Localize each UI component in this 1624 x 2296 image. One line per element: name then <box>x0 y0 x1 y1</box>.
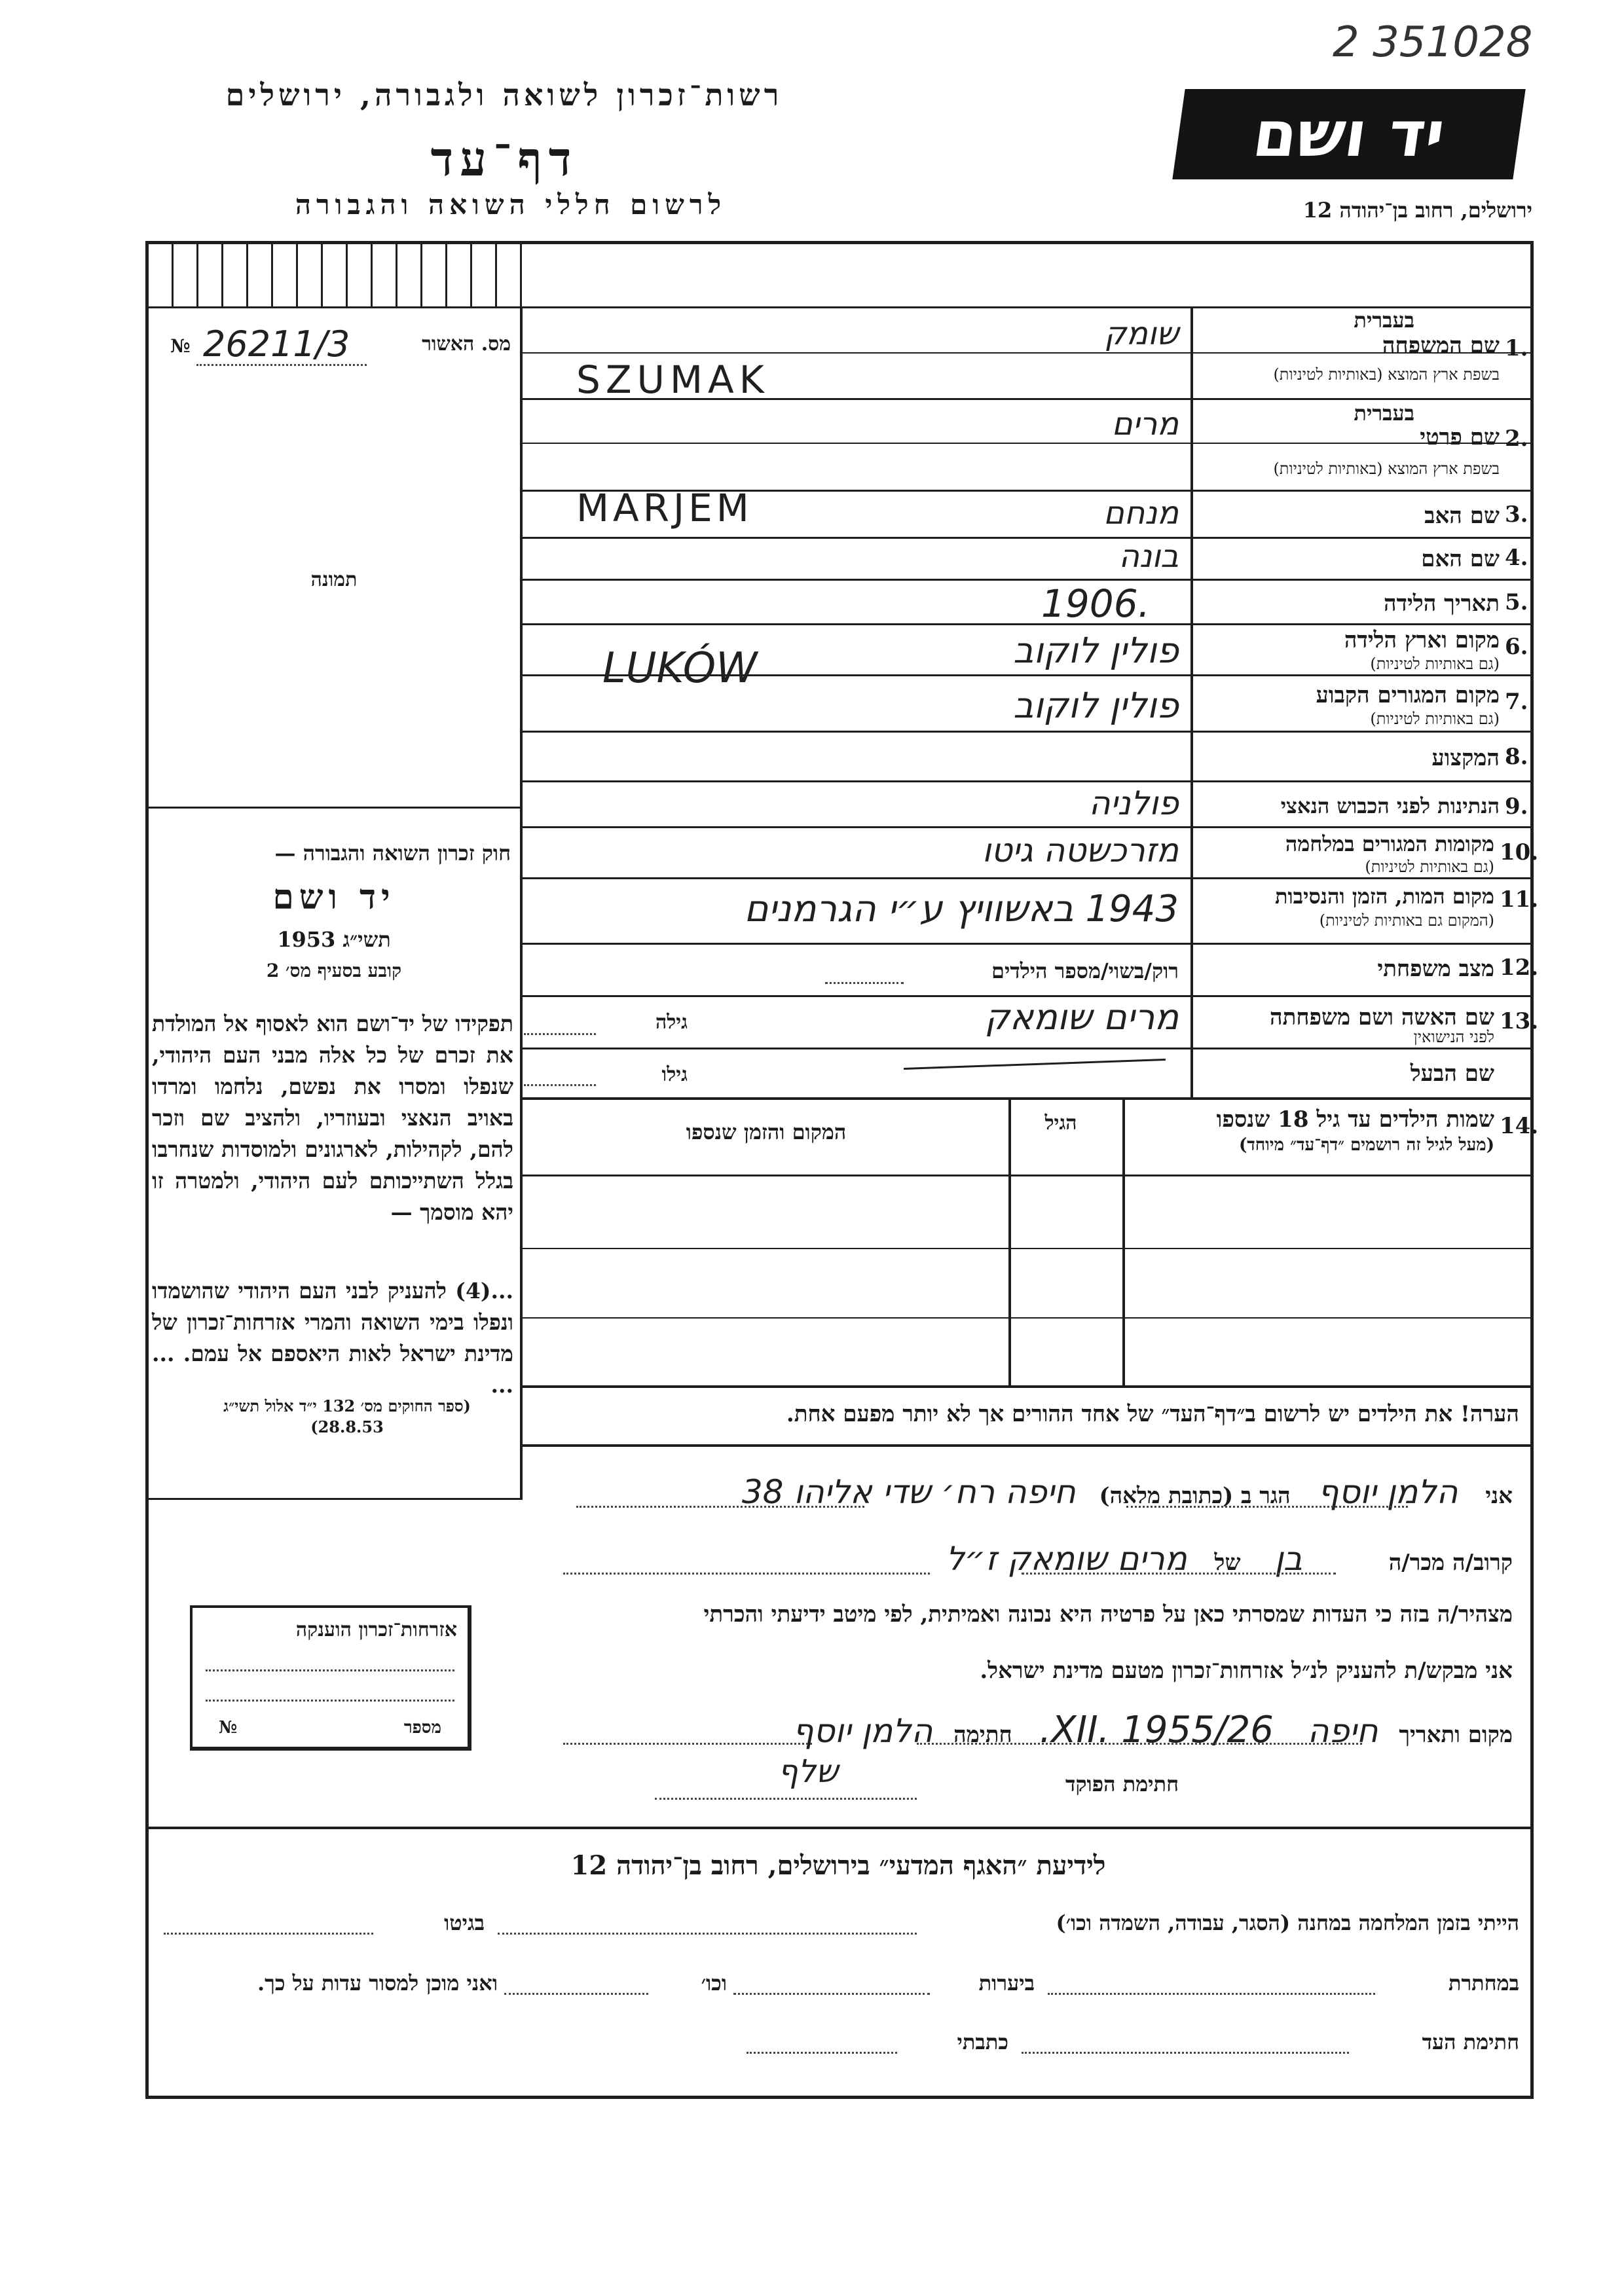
field-11-value: 1943 באשוויץ ע״י הגרמנים <box>744 888 1179 930</box>
logo-text: יד ושם <box>1248 98 1450 171</box>
field-11-sub: (המקום גם באותיות לטיניות) <box>1319 911 1494 930</box>
field-5-value: 1906. <box>1041 581 1151 626</box>
field-7-sub: (גם באותיות לטיניות) <box>1370 710 1500 728</box>
field-6-sub: (גם באותיות לטיניות) <box>1370 655 1500 673</box>
info-line-2c: וכו׳ <box>701 1971 727 1995</box>
field-2-sub: בשפת ארץ המוצא (באותיות לטיניות) <box>1273 460 1500 478</box>
decl-date: 26/XII. 1955. <box>1039 1709 1274 1751</box>
header-address: ירושלים, רחוב בן־יהודה 12 <box>1302 198 1532 223</box>
field-6-label: מקום וארץ הלידה <box>1344 627 1500 653</box>
field-9-number: 9. <box>1505 793 1528 820</box>
info-line-3a: חתימת העד <box>1422 2030 1519 2054</box>
info-line-1a: הייתי בזמן המלחמה במחנה (הסגר, עבודה, השמדה וכו׳) <box>1056 1910 1519 1935</box>
field-2-label: שם פרטי <box>1420 424 1500 450</box>
field-7-value: פולין לוקוב <box>1013 685 1179 726</box>
form-subtitle: לרשום חללי השואה והגבורה <box>295 189 727 221</box>
field-2-number: 2. <box>1505 426 1528 452</box>
decl-place: חיפה <box>1307 1712 1378 1750</box>
law-body-2: ...(4) להעניק לבני העם היהודי שהושמדו ונפלו בימי השואה והמרי אזרחות־זכרון של מדינת ישראל לאות היאספם אל עמם. ... ... <box>152 1278 513 1398</box>
citizenship-no-label: № <box>219 1718 238 1738</box>
children-col-place: המקום והזמן שנספו <box>686 1120 847 1144</box>
decl-relation: בן <box>1274 1540 1302 1578</box>
law-body: תפקידו של יד־ושם הוא לאסוף אל המולדת את זכרם של כל אלה מבני העם היהודי, שנפלו ומסרו את נפשם, נלחמו ומרדו באויב הנאצי ובעוזריו, ולהציב שם וזכר להם, לקהילות, לארגונים ולמוסדות שנחרבו בגלל השתייכותם לעם היהודי, ולמטרה זו יהא מוסמך — <box>152 1011 513 1225</box>
field-3-number: 3. <box>1505 501 1528 528</box>
signature-label: חתימה <box>953 1722 1012 1748</box>
field-10-sub: (גם באותיות לטיניות) <box>1365 858 1494 876</box>
law-year: תשי״ג 1953 <box>277 927 391 952</box>
yad-vashem-logo <box>1172 89 1525 179</box>
field-2-lang: בעברית <box>1354 401 1414 426</box>
approval-label: מס. האשור <box>422 333 511 355</box>
law-clause: קובע בסעיף מס׳ 2 <box>266 960 402 981</box>
field-3-value: מנחם <box>1103 495 1179 532</box>
field-13-label: שם האשה ושם משפחתה <box>1270 1004 1494 1030</box>
children-sub: (מעל לגיל זה רושמים ״דף־עד״ מיוחד) <box>1238 1135 1494 1155</box>
official-signature-label: חתימת הפוקד <box>1065 1772 1179 1796</box>
field-7-label: מקום המגורים הקבוע <box>1316 682 1500 708</box>
field-10-number: 10. <box>1500 839 1539 866</box>
declarant-address: חיפה רח׳ שדי אליהו 38 <box>741 1473 1076 1511</box>
decl-address-label: הגר ב (כתובת מלאה) <box>1099 1483 1291 1509</box>
field-1-lang: בעברית <box>1354 308 1414 333</box>
decl-relation-label: קרוב/ה מכר/ה <box>1388 1550 1513 1576</box>
field-9-label: הנתינות לפני הכבוש הנאצי <box>1280 793 1500 818</box>
declaration-line-5 <box>511 1709 1513 1751</box>
declarant-name: הלמן יוסף <box>1318 1473 1458 1511</box>
law-citation: (ספר החוקים מס׳ 132 י״ד אלול תשי״ג 28.8.53) <box>223 1396 471 1436</box>
field-1-sub: בשפת ארץ המוצא (באותיות לטיניות) <box>1273 365 1500 384</box>
declaration-line-4: אני מבקש/ת להעניק לנ״ל אזרחות־זכרון מטעם מדינת ישראל. <box>980 1658 1513 1684</box>
form-title: דף־עד <box>430 131 578 187</box>
children-label: שמות הילדים עד גיל 18 שנספו <box>1216 1106 1494 1133</box>
field-13-sub: לפני הנישואין <box>1413 1028 1494 1046</box>
info-line-3b: כתבתי <box>957 2030 1008 2054</box>
field-8-number: 8. <box>1505 744 1528 770</box>
children-col-age: הגיל <box>1044 1112 1077 1135</box>
children-number: 14. <box>1500 1113 1539 1139</box>
decl-signature: הלמן יוסף <box>792 1712 933 1750</box>
note: הערה! את הילדים יש לרשום ב״דף־העד״ של אחד ההורים אך לא יותר מפעם אחת. <box>786 1401 1519 1427</box>
law-name: יד ושם <box>272 877 396 917</box>
field-4-number: 4. <box>1505 545 1528 571</box>
info-line-2d: ואני מוכן למסור עדות על כך. <box>257 1971 498 1995</box>
declaration-line-3: מצהיר/ה בזה כי העדות שמסרתי כאן על פרטיה היא נכונה ואמיתית, לפי מיטב ידיעתי והכרתי <box>703 1601 1513 1628</box>
field-10-value: מזרכשטה גיטו <box>982 831 1179 869</box>
approval-number-row <box>170 323 511 365</box>
status-options: רוק/בשוי/מספר הילדים <box>991 958 1179 983</box>
field-11-label: מקום המות, הזמן והנסיבות <box>1274 884 1494 909</box>
info-title: לידיעת ״האגף המדעי״ בירושלים, רחוב בן־יהודה 12 <box>570 1850 1106 1881</box>
place-date-label: מקום ותאריך <box>1399 1722 1513 1748</box>
field-6-number: 6. <box>1505 634 1528 660</box>
field-13-value: מרים שומאק <box>984 996 1179 1038</box>
info-line-1b: בגיטו <box>444 1910 485 1935</box>
field-1-number: 1. <box>1505 335 1528 361</box>
field-13-number: 13. <box>1500 1008 1539 1034</box>
field-1-hebrew-value: שומק <box>1104 316 1179 352</box>
info-line-2b: ביערות <box>978 1971 1035 1995</box>
citizenship-number-label: מספר <box>403 1718 441 1738</box>
field-1-latin-value: SZUMAK <box>576 357 769 402</box>
citizenship-box-title: אזרחות־זכרון הוענקה <box>295 1618 457 1641</box>
field-2-latin-value: MARJEM <box>576 486 753 530</box>
citizenship-box <box>190 1605 471 1751</box>
field-10-label: מקומות המגורים במלחמה <box>1285 831 1494 856</box>
field-7-number: 7. <box>1505 689 1528 715</box>
field-12-label: מצב משפחתי <box>1377 956 1494 982</box>
field-5-number: 5. <box>1505 589 1528 615</box>
decl-relative-of: מרים שומאק ז״ל <box>946 1540 1187 1578</box>
field-4-value: בונה <box>1118 538 1179 575</box>
field-5-label: תאריך הלידה <box>1383 591 1500 617</box>
field-6-value: פולין לוקוב <box>1013 630 1179 671</box>
wife-age-label: גילה <box>655 1011 688 1034</box>
field-4-label: שם האם <box>1421 546 1500 572</box>
field-3-label: שם האב <box>1424 503 1500 529</box>
field-1-label: שם המשפחה <box>1382 333 1500 359</box>
decl-prefix: אני <box>1485 1483 1513 1509</box>
decl-of-label: של <box>1214 1550 1241 1576</box>
field-6-latin-value: LUKÓW <box>602 644 758 693</box>
field-8-label: המקצוע <box>1431 745 1500 771</box>
photo-label: תמונה <box>310 568 358 591</box>
law-title: חוק זכרון השואה והגבורה — <box>274 841 511 866</box>
field-11-number: 11. <box>1500 886 1539 913</box>
husband-age-label: גילו <box>661 1063 688 1086</box>
field-2-hebrew-value: מרים <box>1111 406 1179 443</box>
field-9-value: פולניה <box>1088 784 1179 822</box>
husband-label: שם הבעל <box>1410 1061 1494 1087</box>
archive-number: 2 351028 <box>1333 18 1533 67</box>
field-12-number: 12. <box>1500 955 1539 981</box>
approval-no-label: № <box>170 335 191 357</box>
official-signature: שלף <box>778 1753 838 1790</box>
approval-value: 26211/3 <box>203 323 350 365</box>
info-line-2a: במחתרת <box>1448 1971 1519 1995</box>
authority-line: רשות־זכרון לשואה ולגבורה, ירושלים <box>225 77 783 113</box>
